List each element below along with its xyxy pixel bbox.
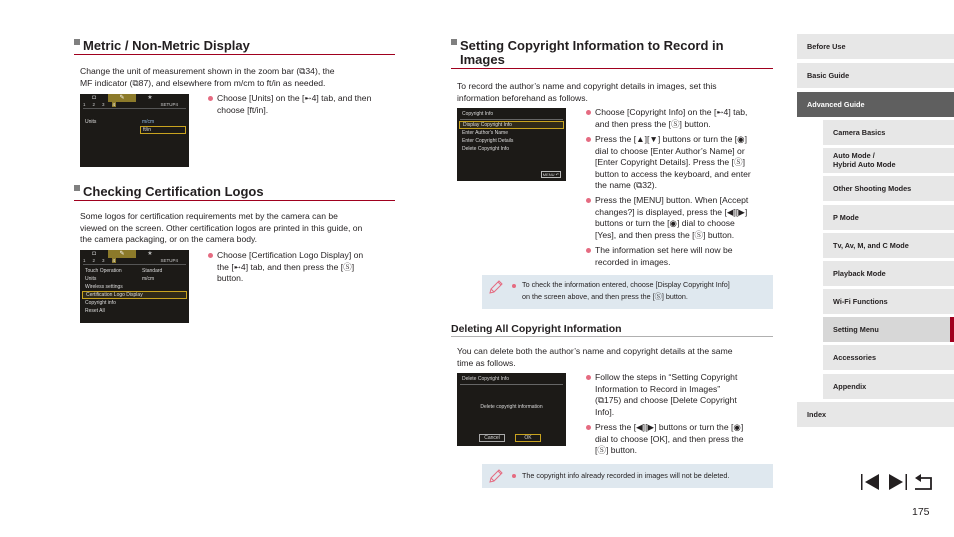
nav-tv-av-m-c-mode[interactable] xyxy=(823,233,954,258)
copyright-step-3 xyxy=(586,195,776,241)
subtab-num: 3 xyxy=(102,102,105,107)
nav-label: Index xyxy=(807,410,827,419)
copyright-intro xyxy=(457,81,777,104)
step-line: button to access the keyboard, and enter xyxy=(595,168,751,179)
row-label: Wireless settings xyxy=(85,284,123,290)
nav-advanced-guide[interactable] xyxy=(797,92,954,117)
ok-dialog-button: OK xyxy=(515,434,541,442)
step-line: [Enter Copyright Details]. Press the [Ⓢ] xyxy=(595,157,745,168)
note-bullet xyxy=(512,474,516,478)
menu-row: Enter Author's Name xyxy=(462,130,508,136)
step-line: the name (⧉32). xyxy=(595,180,658,191)
nav-label: Basic Guide xyxy=(807,71,850,80)
copyright-step-1 xyxy=(586,107,776,130)
menu-tabs xyxy=(80,250,189,258)
nav-basic-guide[interactable] xyxy=(797,63,954,88)
note-bullet xyxy=(512,284,516,288)
note-line: The copyright info already recorded in images will not be deleted. xyxy=(522,471,730,480)
row-label: Units xyxy=(85,276,97,282)
menu-subtabs xyxy=(83,102,186,109)
delete-rule xyxy=(451,336,773,337)
cert-section-title xyxy=(83,185,264,199)
menu-row xyxy=(82,283,187,291)
step-line: (⧉175) and choose [Delete Copyright xyxy=(595,395,737,406)
menu-row xyxy=(82,307,187,315)
step-line: and then press the [Ⓢ] button. xyxy=(595,118,711,129)
menu-row: Delete Copyright Info xyxy=(462,146,509,152)
subtab-num-active: 4 xyxy=(112,258,116,263)
nav-index[interactable] xyxy=(797,402,954,427)
cert-intro-line: the camera packaging, or on the camera body. xyxy=(80,234,258,245)
step-line: The information set here will now be xyxy=(595,245,733,255)
step-line: Press the [MENU] button. When [Accept xyxy=(595,195,749,205)
cert-intro-line: Some logos for certification requirements met by the camera can be xyxy=(80,211,338,221)
step-line: dial to choose [Enter Author’s Name] or xyxy=(595,145,745,156)
units-row: Units xyxy=(85,119,97,125)
metric-intro-line: MF indicator (⧉87), and elsewhere from m/cm to ft/in as needed. xyxy=(80,77,326,88)
menu-row: Enter Copyright Details xyxy=(462,138,514,144)
step-line: [Yes], and then press the [Ⓢ] button. xyxy=(595,229,735,240)
nav-label: Hybrid Auto Mode xyxy=(833,160,896,169)
step-line: button. xyxy=(217,273,244,284)
metric-intro-line: Change the unit of measurement shown in the zoom bar (⧉34), the xyxy=(80,66,335,76)
copyright-intro-line: information beforehand as follows. xyxy=(457,92,588,103)
delete-message: Delete copyright information xyxy=(480,404,543,410)
page-number: 175 xyxy=(912,506,930,518)
delete-confirm-screenshot xyxy=(457,373,566,446)
delete-intro-line: time as follows. xyxy=(457,357,516,368)
nav-other-shooting-modes[interactable] xyxy=(823,176,954,201)
step-line: Info]. xyxy=(595,406,615,417)
note-line: To check the information entered, choose [Display Copyright Info] xyxy=(522,280,730,289)
cert-intro-line: viewed on the screen. Other certification logos are printed in this guide, on xyxy=(80,222,363,233)
cert-step-1 xyxy=(208,250,398,285)
row-value: Standard xyxy=(142,268,163,274)
setup-label: SETUP4 xyxy=(160,258,178,263)
copyright-section-title xyxy=(460,39,780,67)
menu-subtabs xyxy=(83,258,186,265)
delete-step-1 xyxy=(586,372,776,418)
nav-p-mode[interactable] xyxy=(823,205,954,230)
step-line: Choose [Certification Logo Display] on xyxy=(217,250,364,260)
subtab-num: 2 xyxy=(92,258,96,263)
step-line: dial to choose [OK], and then press the xyxy=(595,433,744,444)
copyright-menu-screenshot xyxy=(457,108,566,181)
step-line: Follow the steps in “Setting Copyright xyxy=(595,372,738,382)
nav-label: Auto Mode / xyxy=(833,151,875,160)
delete-step-2 xyxy=(586,422,776,457)
current-section-marker xyxy=(950,317,954,342)
menu-back-badge: MENU ↶ xyxy=(542,172,559,177)
subtab-num: 2 xyxy=(92,102,96,107)
section-square-icon xyxy=(74,39,80,45)
star-tab-icon: ★ xyxy=(147,95,153,101)
step-line: choose [ft/in]. xyxy=(217,104,269,115)
star-tab-icon: ★ xyxy=(147,251,153,257)
step-line: the [➸4] tab, and then press the [Ⓢ] xyxy=(217,261,355,272)
menu-row xyxy=(82,275,187,283)
cert-title-rule xyxy=(74,200,395,201)
step-line: Information to Record in Images” xyxy=(595,383,721,394)
units-menu-screenshot xyxy=(80,94,189,167)
next-page-arrow-icon[interactable] xyxy=(886,473,908,491)
pencil-note-icon xyxy=(488,279,504,295)
copyright-title-line: Images xyxy=(460,52,505,67)
row-label: Reset All xyxy=(85,308,105,314)
menu-row xyxy=(82,267,187,275)
nav-wifi-functions[interactable] xyxy=(823,289,954,314)
menu-row-selected: Display Copyright Info xyxy=(459,121,564,129)
copyright-intro-line: To record the author’s name and copyright details in images, set this xyxy=(457,81,717,91)
setup-tab-icon: ✎ xyxy=(108,250,136,258)
screen-header: Delete Copyright Info xyxy=(462,376,509,382)
delete-intro-line: You can delete both the author’s name and copyright details at the same xyxy=(457,346,733,356)
step-line: Press the [◀][▶] buttons or turn the [◉] xyxy=(595,422,744,432)
subtab-num: 1 xyxy=(83,258,86,263)
cert-menu-screenshot xyxy=(80,250,189,323)
step-line: buttons or turn the [◉] dial to choose xyxy=(595,218,735,229)
copyright-step-2 xyxy=(586,134,776,192)
menu-tabs xyxy=(80,94,189,102)
nav-accessories[interactable] xyxy=(823,345,954,370)
step-line: [Ⓢ] button. xyxy=(595,445,638,456)
section-square-icon xyxy=(74,185,80,191)
nav-playback-mode[interactable] xyxy=(823,261,954,286)
metric-section-title xyxy=(83,39,250,53)
subtab-num-active: 4 xyxy=(112,102,116,107)
nav-label: Camera Basics xyxy=(833,128,886,137)
metric-title-text: Metric / Non-Metric Display xyxy=(83,38,250,53)
camera-tab-icon: ◘ xyxy=(92,95,96,101)
nav-label: Tv, Av, M, and C Mode xyxy=(833,241,909,250)
copyright-title-line: Setting Copyright Information to Record in xyxy=(460,38,724,53)
pencil-note-icon xyxy=(488,468,504,484)
note-line: on the screen above, and then press the [Ⓢ] button. xyxy=(522,292,688,301)
nav-label: Wi-Fi Functions xyxy=(833,297,888,306)
delete-subheading: Deleting All Copyright Information xyxy=(451,323,622,335)
metric-step-1 xyxy=(208,93,398,116)
option-mcm: m/cm xyxy=(142,119,155,125)
step-line: changes?] is displayed, press the [◀][▶] xyxy=(595,206,748,217)
camera-tab-icon: ◘ xyxy=(92,251,96,257)
nav-auto-mode[interactable] xyxy=(823,148,954,173)
row-value: m/cm xyxy=(142,276,155,282)
metric-title-rule xyxy=(74,54,395,55)
nav-label: Accessories xyxy=(833,353,877,362)
menu-row-selected xyxy=(82,291,187,299)
setup-tab-icon: ✎ xyxy=(108,94,136,102)
nav-label: Before Use xyxy=(807,42,846,51)
row-label: Certification Logo Display xyxy=(86,292,143,298)
screen-header-rule xyxy=(460,384,563,385)
previous-page-arrow-icon[interactable] xyxy=(860,473,882,491)
nav-label: Appendix xyxy=(833,382,867,391)
row-label: Touch Operation xyxy=(85,268,122,274)
section-square-icon xyxy=(451,39,457,45)
copyright-step-4 xyxy=(586,245,776,268)
delete-note xyxy=(482,464,773,488)
cert-intro xyxy=(80,211,400,246)
subtab-num: 3 xyxy=(102,258,105,263)
return-arrow-icon[interactable] xyxy=(912,473,934,491)
step-line: recorded in images. xyxy=(595,256,671,267)
nav-setting-menu[interactable] xyxy=(823,317,954,342)
copyright-title-rule xyxy=(451,68,773,69)
subtab-num: 1 xyxy=(83,102,86,107)
nav-appendix[interactable] xyxy=(823,374,954,399)
nav-label: Advanced Guide xyxy=(807,100,865,109)
cancel-dialog-button: Cancel xyxy=(479,434,505,442)
option-ftin: ft/in xyxy=(140,126,186,134)
metric-intro xyxy=(80,66,400,89)
nav-label: Other Shooting Modes xyxy=(833,184,912,193)
nav-before-use[interactable] xyxy=(797,34,954,59)
nav-label: Setting Menu xyxy=(833,325,879,334)
cert-title-text: Checking Certification Logos xyxy=(83,184,264,199)
nav-label: Playback Mode xyxy=(833,269,886,278)
delete-intro xyxy=(457,346,777,369)
setup-label: SETUP4 xyxy=(160,102,178,107)
nav-camera-basics[interactable] xyxy=(823,120,954,145)
step-line: Choose [Units] on the [➸4] tab, and then xyxy=(217,93,372,103)
screen-header-rule xyxy=(460,119,563,120)
copyright-note xyxy=(482,275,773,309)
row-label: Copyright info xyxy=(85,300,116,306)
menu-row xyxy=(82,299,187,307)
nav-label: P Mode xyxy=(833,213,859,222)
step-line: Choose [Copyright Info] on the [➸4] tab, xyxy=(595,107,748,117)
step-line: Press the [▲][▼] buttons or turn the [◉] xyxy=(595,134,748,144)
screen-header: Copyright Info xyxy=(462,111,494,117)
